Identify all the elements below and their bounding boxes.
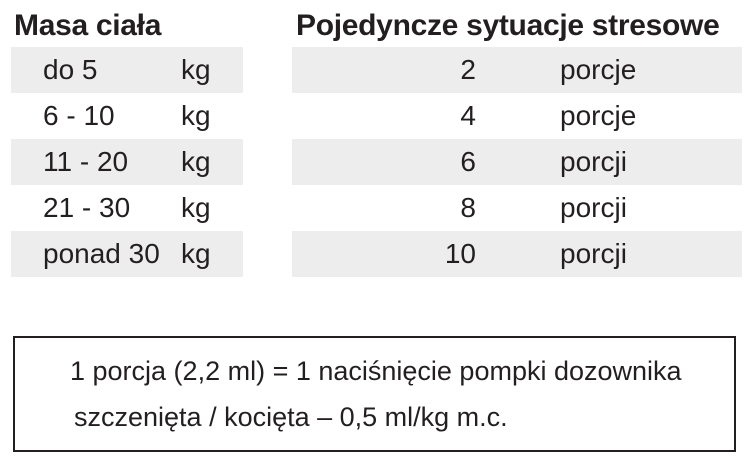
portions-column: [292, 47, 742, 277]
portion-count: 6: [460, 146, 476, 177]
dosage-note-line: 1 porcja (2,2 ml) = 1 naciśnięcie pompki dozownika: [70, 356, 682, 386]
body-mass-column: [11, 47, 243, 277]
table-row: [292, 139, 742, 185]
mass-range: ponad 30: [43, 238, 160, 269]
portion-count: 2: [460, 54, 476, 85]
mass-range: 6 - 10: [43, 100, 115, 131]
table-row: [11, 93, 243, 139]
portion-count: 8: [460, 192, 476, 223]
body-mass-header: Masa ciała: [14, 9, 162, 42]
mass-range: 21 - 30: [43, 192, 131, 223]
table-row: [292, 231, 742, 277]
portion-count: 10: [444, 238, 476, 269]
table-row: [11, 185, 243, 231]
table-row: [292, 47, 742, 93]
mass-unit: kg: [181, 54, 211, 85]
mass-range: do 5: [43, 54, 98, 85]
young-animals-note-line: szczenięta / kocięta – 0,5 ml/kg m.c.: [74, 402, 508, 432]
portion-word: porcji: [560, 146, 627, 177]
mass-range: 11 - 20: [43, 146, 129, 177]
mass-unit: kg: [181, 192, 211, 223]
table-row: [292, 185, 742, 231]
mass-unit: kg: [181, 100, 211, 131]
stress-situations-header: Pojedyncze sytuacje stresowe: [296, 9, 720, 42]
mass-unit: kg: [181, 238, 211, 269]
dosage-note-box: [13, 336, 736, 452]
mass-unit: kg: [181, 146, 211, 177]
portion-word: porcji: [560, 238, 627, 269]
table-row: [11, 231, 243, 277]
table-row: [11, 47, 243, 93]
table-row: [292, 93, 742, 139]
portion-count: 4: [460, 100, 476, 131]
table-row: [11, 139, 243, 185]
portion-word: porcje: [560, 54, 637, 85]
portion-word: porcje: [560, 100, 637, 131]
portion-word: porcji: [560, 192, 627, 223]
